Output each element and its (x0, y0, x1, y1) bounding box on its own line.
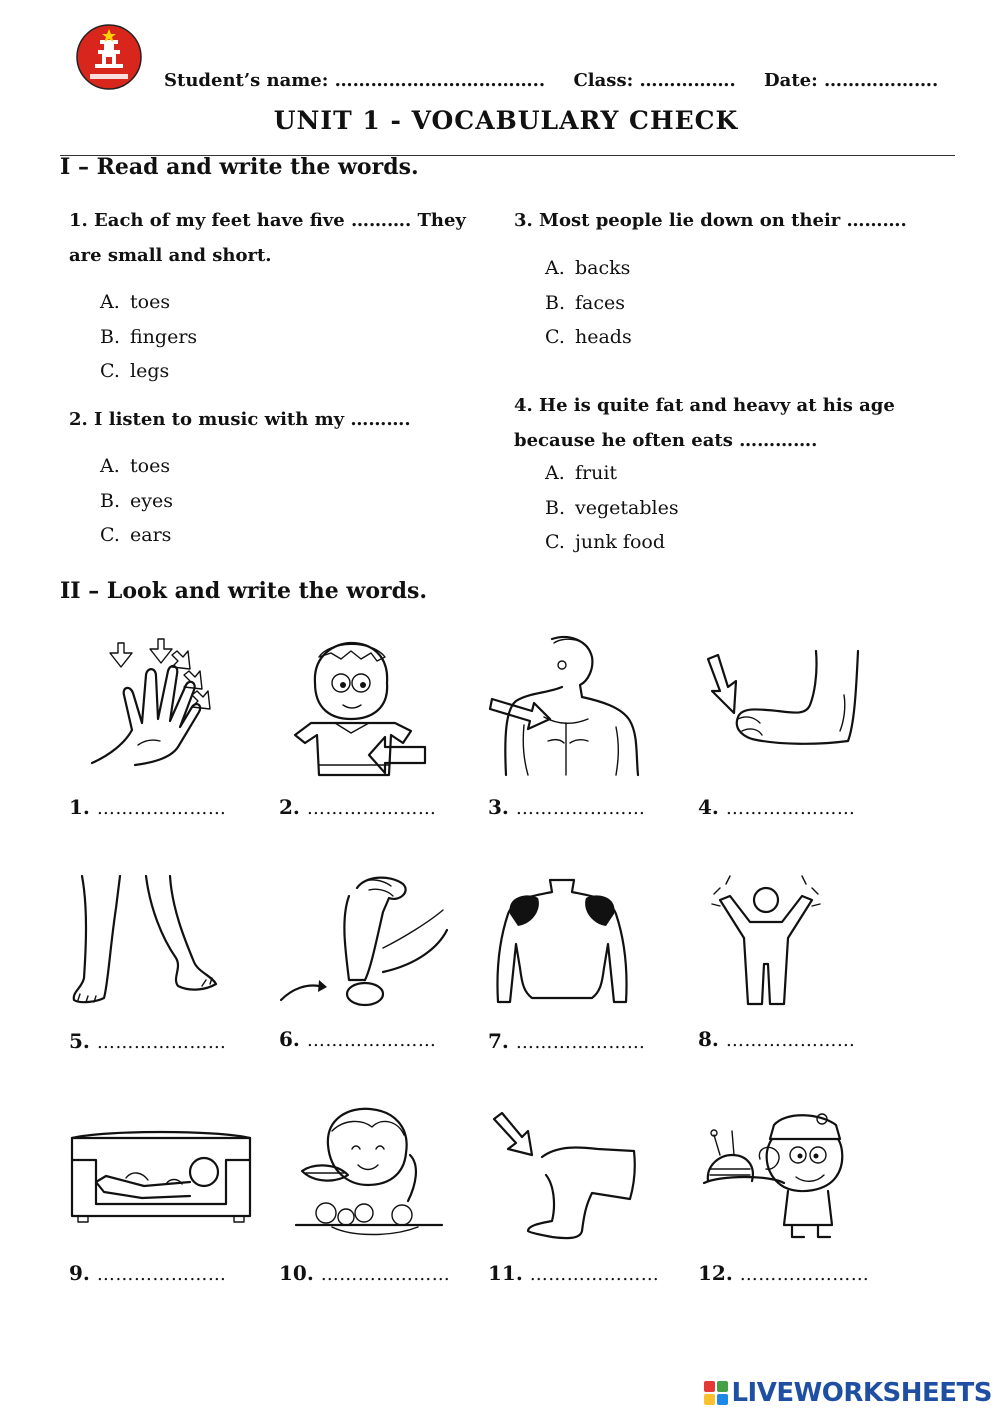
answer-12[interactable]: 12. ………………… (698, 1261, 870, 1285)
section-1-heading: I – Read and write the words. (60, 154, 419, 180)
option[interactable]: A. toes (100, 455, 171, 477)
option[interactable]: A. backs (545, 257, 631, 279)
question-4: 4. He is quite fat and heavy at his age because he often eats …………. (514, 395, 895, 451)
answer-9[interactable]: 9. ………………… (69, 1261, 227, 1285)
knee-icon (488, 1105, 658, 1255)
option[interactable]: C. heads (545, 326, 632, 348)
lying-on-sofa-icon (66, 1100, 236, 1250)
answer-4[interactable]: 4. ………………… (698, 795, 856, 819)
option[interactable]: A. fruit (545, 462, 618, 484)
stomach-icon (285, 635, 455, 785)
class-field[interactable]: Class: ……………. (573, 70, 736, 91)
question-2: 2. I listen to music with my ………. (69, 409, 411, 430)
question-3-options (545, 251, 632, 355)
option[interactable]: B. fingers (100, 325, 198, 348)
answer-11[interactable]: 11. ………………… (488, 1261, 660, 1285)
student-name-field[interactable]: Student’s name: …………………………….. (164, 70, 546, 91)
arms-icon (698, 868, 868, 1018)
question-3: 3. Most people lie down on their ………. (514, 210, 907, 231)
option[interactable]: B. vegetables (545, 496, 679, 519)
answer-2[interactable]: 2. ………………… (279, 795, 437, 819)
date-field[interactable]: Date: ………………. (764, 70, 939, 91)
chest-icon (488, 635, 658, 785)
section-2-heading: II – Look and write the words. (60, 578, 428, 604)
answer-6[interactable]: 6. ………………… (279, 1027, 437, 1051)
option[interactable]: B. faces (545, 291, 625, 314)
boy-with-junk-food-icon (700, 1105, 870, 1255)
shoulders-icon (488, 868, 658, 1018)
option[interactable]: A. toes (100, 291, 171, 313)
answer-8[interactable]: 8. ………………… (698, 1027, 856, 1051)
question-1: 1. Each of my feet have five ………. They are small and short. (69, 210, 466, 266)
liveworksheets-icon (704, 1381, 728, 1405)
question-4-options (545, 456, 679, 560)
answer-5[interactable]: 5. ………………… (69, 1029, 227, 1053)
school-logo (76, 24, 142, 90)
toes-icon (698, 635, 868, 785)
question-1-options (100, 285, 197, 389)
option[interactable]: C. legs (100, 360, 170, 382)
option[interactable]: C. ears (100, 524, 172, 546)
fingers-icon (80, 635, 250, 785)
liveworksheets-text: LIVEWORKSHEETS (731, 1378, 992, 1408)
legs-icon (66, 868, 236, 1018)
option[interactable]: C. junk food (545, 531, 665, 553)
student-info-line (164, 70, 960, 91)
answer-10[interactable]: 10. ………………… (279, 1261, 451, 1285)
question-2-options (100, 449, 173, 553)
boy-eating-fruit-icon (292, 1105, 462, 1255)
page-title: UNIT 1 - VOCABULARY CHECK (273, 106, 739, 135)
answer-7[interactable]: 7. ………………… (488, 1029, 646, 1053)
answer-1[interactable]: 1. ………………… (69, 795, 227, 819)
elbow-icon (279, 868, 449, 1018)
liveworksheets-logo[interactable] (704, 1378, 992, 1408)
answer-3[interactable]: 3. ………………… (488, 795, 646, 819)
option[interactable]: B. eyes (100, 489, 173, 512)
